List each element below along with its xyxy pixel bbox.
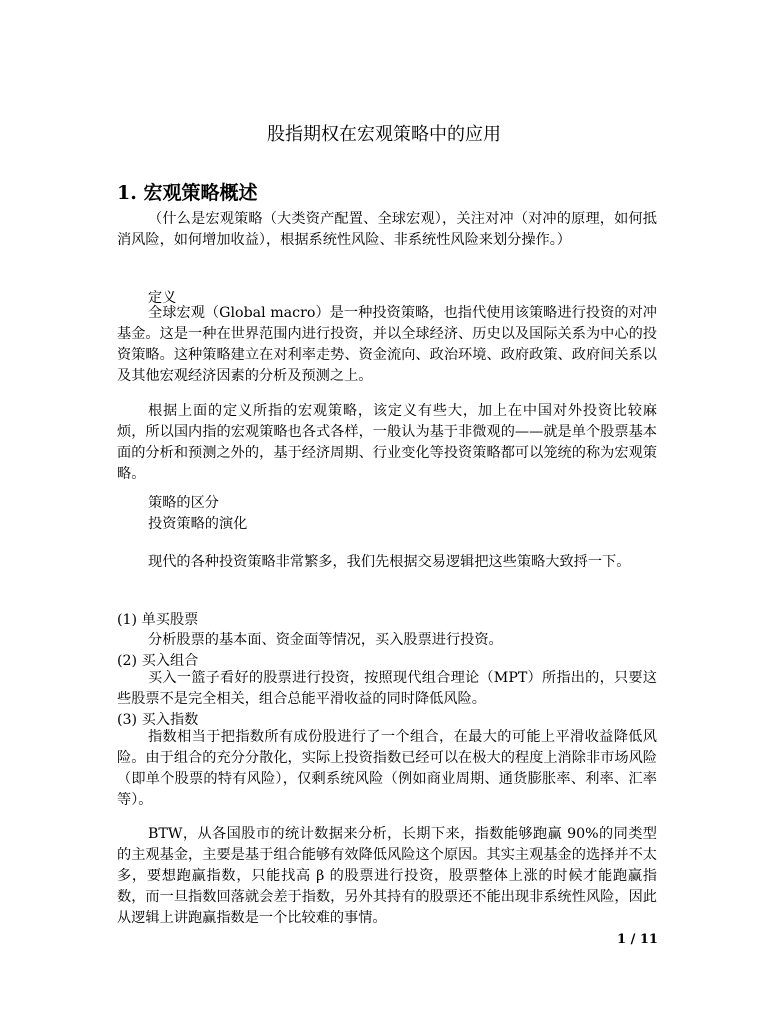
document-title: 股指期权在宏观策略中的应用 — [267, 124, 501, 145]
list-item-label: (3) 买入指数 — [117, 712, 199, 728]
list-item-label: (2) 买入组合 — [117, 653, 199, 669]
section-heading: 1. 宏观策略概述 — [117, 182, 258, 204]
modern-paragraph: 现代的各种投资策略非常繁多，我们先根据交易逻辑把这些策略大致捋一下。 — [148, 554, 631, 570]
definition-label: 定义 — [148, 290, 177, 306]
list-item-text: 分析股票的基本面、资金面等情况，买入股票进行投资。 — [148, 632, 503, 648]
china-paragraph: 根据上面的定义所指的宏观策略，该定义有些大，加上在中国对外投资比较麻烦，所以国内指的宏观策略也各式各样，一般认为基于非微观的——就是单个股票基本面的分析和预测之外的，基于经济周期、行业变化等投资策略都可以笼统的称为宏观策略。 — [117, 403, 657, 482]
definition-paragraph: 全球宏观（Global macro）是一种投资策略，也指代使用该策略进行投资的对冲基金。这是一种在世界范围内进行投资，并以全球经济、历史以及国际关系为中心的投资策略。这种策略建立在对利率走势、资金流向、政治环境、政府政策、政府间关系以及其他宏观经济因素的分析及预测之上。 — [117, 305, 657, 384]
intro-paragraph: （什么是宏观策略（大类资产配置、全球宏观），关注对冲（对冲的原理，如何抵消风险，如何增加收益），根据系统性风险、非系统性风险来划分操作。） — [117, 211, 657, 248]
strategy-evolution-label: 投资策略的演化 — [148, 516, 248, 532]
list-item-text: 买入一篮子看好的股票进行投资，按照现代组合理论（MPT）所指出的，只要这些股票不是完全相关，组合总能平滑收益的同时降低风险。 — [117, 670, 657, 707]
btw-paragraph: BTW，从各国股市的统计数据来分析，长期下来，指数能够跑赢 90%的同类型的主观基金，主要是基于组合能够有效降低风险这个原因。其实主观基金的选择并不太多，要想跑赢指数，只能找高 β 的股票进行投资，股票整体上涨的时候才能跑赢指数，而一旦指数回落就会差于指数，另外其持有的股票还不能出现非系统性风险，因此从逻辑上讲跑赢指数是一个比较难的事情。 — [117, 826, 657, 926]
page-number: 1 / 11 — [617, 932, 658, 947]
list-item-text: 指数相当于把指数所有成份股进行了一个组合，在最大的可能上平滑收益降低风险。由于组合的充分分散化，实际上投资指数已经可以在极大的程度上消除非市场风险（即单个股票的特有风险），仅剩系统风险（例如商业周期、通货膨胀率、利率、汇率等）。 — [117, 729, 657, 808]
strategy-diff-label: 策略的区分 — [148, 495, 219, 511]
list-item-label: (1) 单买股票 — [117, 612, 199, 628]
